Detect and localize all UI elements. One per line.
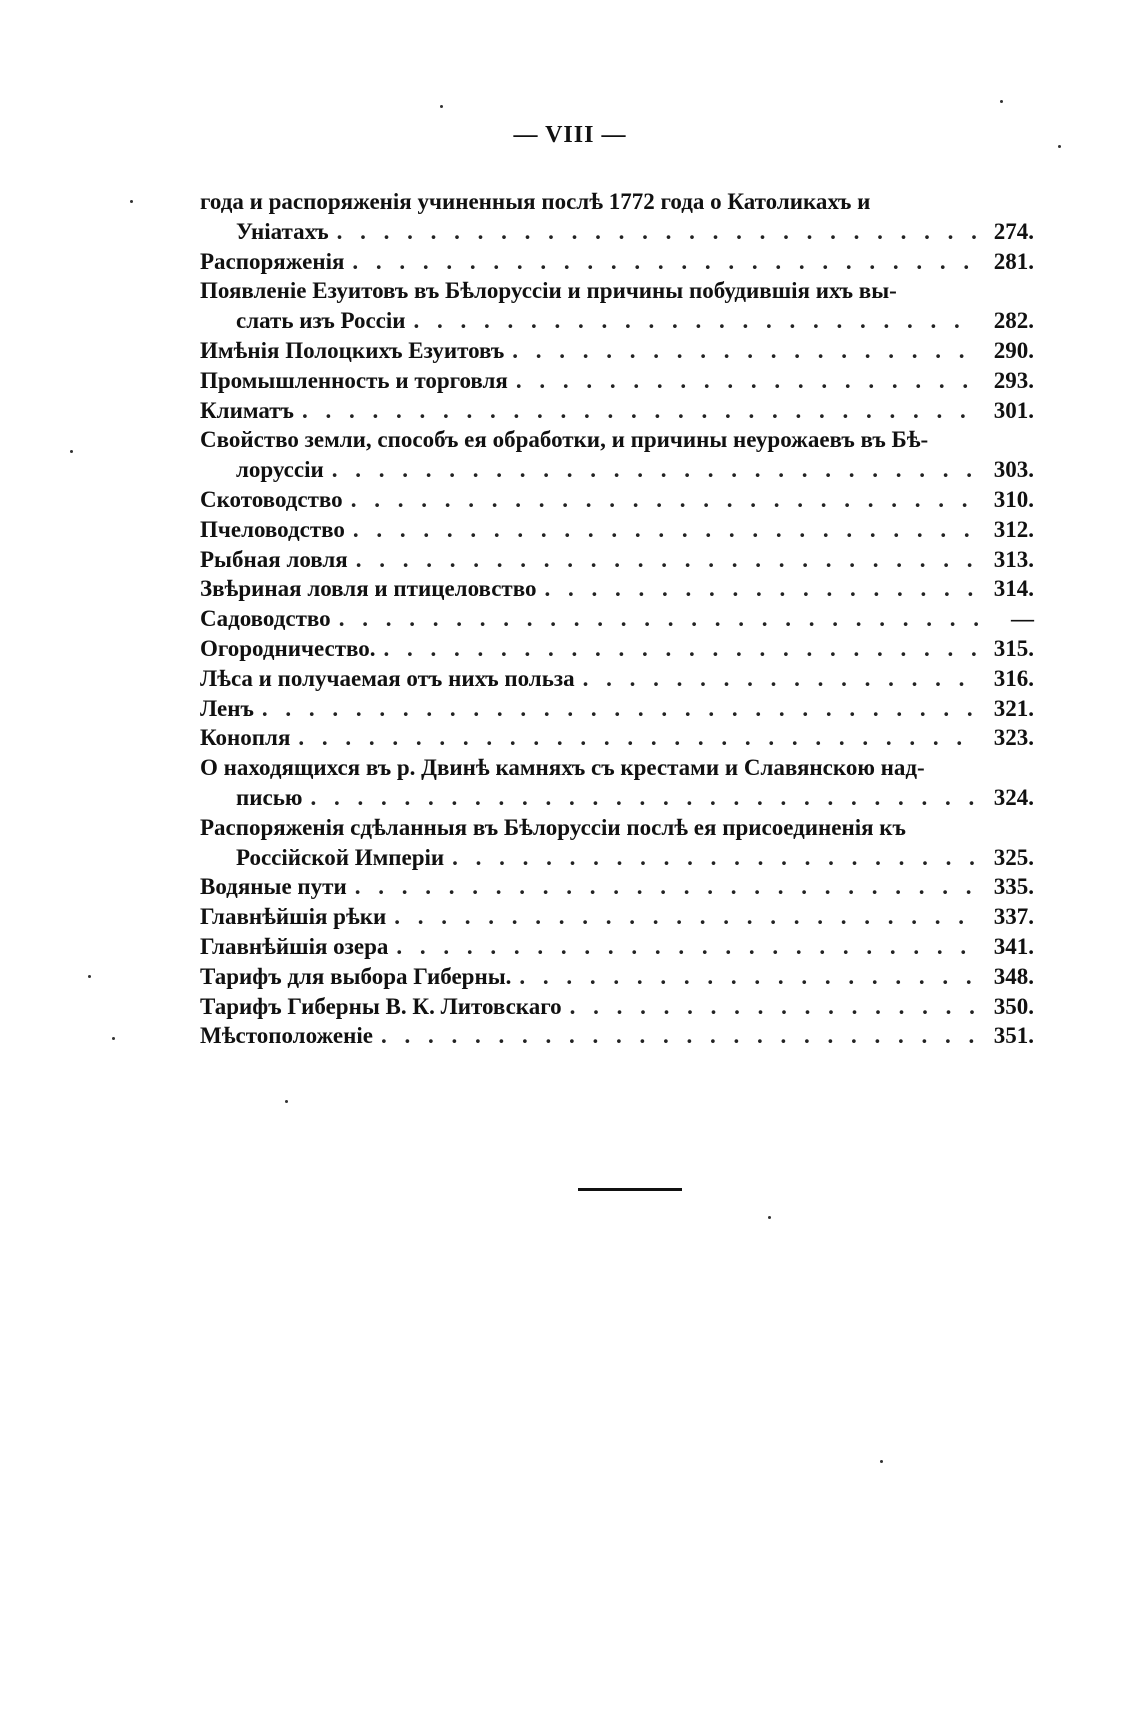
toc-line [200, 425, 1034, 455]
toc-line [200, 872, 1034, 902]
toc-entry-title: Свойство земли, способъ ея обработки, и причины неурожаевъ въ Бѣ- [200, 427, 929, 453]
dot-leader [332, 455, 978, 485]
toc-line [200, 455, 1034, 485]
speck [1058, 145, 1061, 148]
toc-line [200, 634, 1034, 664]
dot-leader [512, 336, 978, 366]
speck [880, 1460, 883, 1463]
dot-leader [356, 545, 978, 575]
speck [1000, 100, 1003, 103]
toc-page-number: 313. [993, 546, 1034, 572]
dot-leader [310, 783, 978, 813]
toc-entry-title: года и распоряженія учиненныя послѣ 1772 года о Католикахъ и [200, 189, 871, 214]
toc-entry-title: Имѣнія Полоцкихъ Езуитовъ [200, 337, 505, 363]
toc-entry-title: Уніатахъ [236, 218, 329, 244]
toc-page-number: 325. [993, 844, 1034, 870]
toc-line [200, 723, 1034, 753]
toc-entry-title: Появленіе Езуитовъ въ Бѣлоруссіи и причины побудившія ихъ вы- [200, 278, 897, 304]
dot-leader [519, 962, 978, 992]
toc-line [200, 366, 1034, 396]
toc-line [200, 813, 1034, 843]
toc-page-number: — [1011, 606, 1034, 632]
toc-entry-title: Тарифъ Гиберны В. К. Литовскаго [200, 993, 562, 1019]
toc-page-number: 303. [993, 457, 1034, 483]
toc-line [200, 485, 1034, 515]
toc-page-number: 282. [993, 308, 1034, 334]
dot-leader [262, 694, 978, 724]
toc-line [200, 664, 1034, 694]
dot-leader [394, 902, 978, 932]
toc-entry-title: Промышленность и торговля [200, 367, 508, 393]
toc-entry-title: Распоряженія сдѣланныя въ Бѣлоруссіи послѣ ея присоединенія къ [200, 814, 906, 840]
toc-page-number: 314. [993, 576, 1034, 602]
toc-page-number: 281. [993, 248, 1034, 274]
toc-line [200, 992, 1034, 1022]
toc-line [200, 217, 1034, 247]
toc-line [200, 604, 1034, 634]
toc-line [200, 187, 1034, 217]
speck [768, 1216, 771, 1219]
toc-line [200, 336, 1034, 366]
dot-leader [414, 306, 978, 336]
toc-entry-title: писью [236, 784, 303, 810]
toc-page-number: 293. [993, 367, 1034, 393]
toc-page-number: 321. [993, 695, 1034, 721]
toc-entry-title: Мѣстоположеніе [200, 1023, 373, 1049]
speck [440, 105, 443, 108]
toc-entry-title: Скотоводство [200, 486, 343, 512]
toc-entry-title: Распоряженія [200, 248, 345, 274]
dot-leader [570, 992, 978, 1022]
toc-page-number: 316. [993, 665, 1034, 691]
closing-rule [578, 1188, 682, 1191]
toc-page-number: 301. [993, 397, 1034, 423]
speck [70, 450, 73, 453]
toc-page-number: 312. [993, 516, 1034, 542]
toc-line [200, 1021, 1034, 1051]
table-of-contents [200, 187, 1034, 1051]
toc-entry-title: Водяные пути [200, 874, 347, 900]
toc-page-number: 348. [993, 963, 1034, 989]
speck [88, 975, 91, 978]
toc-line [200, 306, 1034, 336]
dot-leader [339, 604, 978, 634]
toc-line [200, 962, 1034, 992]
toc-line [200, 932, 1034, 962]
toc-entry-title: Садоводство [200, 606, 331, 632]
dot-leader [337, 217, 978, 247]
toc-entry-title: Огородничество. [200, 635, 376, 661]
dot-leader [355, 872, 978, 902]
toc-line [200, 783, 1034, 813]
toc-page-number: 341. [993, 933, 1034, 959]
toc-entry-title: Конопля [200, 725, 291, 751]
page-number: — VIII — [513, 122, 627, 148]
toc-entry-title: слать изъ Россіи [236, 308, 406, 334]
toc-page-number: 323. [993, 725, 1034, 751]
toc-line [200, 515, 1034, 545]
speck [130, 200, 133, 203]
dot-leader [298, 723, 978, 753]
dot-leader [396, 932, 978, 962]
toc-page-number: 350. [993, 993, 1034, 1019]
dot-leader [384, 634, 978, 664]
toc-line [200, 843, 1034, 873]
toc-entry-title: Климатъ [200, 397, 294, 423]
dot-leader [352, 247, 978, 277]
toc-page-number: 315. [993, 635, 1034, 661]
toc-line [200, 276, 1034, 306]
toc-entry-title: Рыбная ловля [200, 546, 348, 572]
toc-line [200, 247, 1034, 277]
toc-line [200, 545, 1034, 575]
dot-leader [302, 396, 978, 426]
toc-page-number: 351. [993, 1023, 1034, 1049]
dot-leader [516, 366, 978, 396]
dot-leader [381, 1021, 978, 1051]
toc-line [200, 694, 1034, 724]
toc-entry-title: Звѣриная ловля и птицеловство [200, 576, 537, 602]
toc-page-number: 310. [993, 486, 1034, 512]
toc-line [200, 396, 1034, 426]
toc-entry-title: Ленъ [200, 695, 254, 721]
toc-page-number: 274. [993, 218, 1034, 244]
toc-page-number: 290. [993, 337, 1034, 363]
toc-line [200, 902, 1034, 932]
speck [285, 1100, 288, 1103]
speck [112, 1037, 115, 1040]
toc-entry-title: Главнѣйшія рѣки [200, 904, 387, 930]
dot-leader [351, 485, 978, 515]
toc-page-number: 335. [993, 874, 1034, 900]
toc-entry-title: Главнѣйшія озера [200, 933, 389, 959]
dot-leader [583, 664, 978, 694]
toc-entry-title: Россійской Имперіи [236, 844, 445, 870]
toc-line [200, 574, 1034, 604]
toc-entry-title: лоруссіи [236, 457, 324, 483]
dot-leader [452, 843, 978, 873]
toc-entry-title: Лѣса и получаемая отъ нихъ польза [200, 665, 575, 691]
dot-leader [353, 515, 978, 545]
toc-page-number: 324. [993, 784, 1034, 810]
toc-line [200, 753, 1034, 783]
dot-leader [544, 574, 978, 604]
toc-entry-title: Тарифъ для выбора Гиберны. [200, 963, 512, 989]
toc-page-number: 337. [993, 904, 1034, 930]
toc-entry-title: О находящихся въ р. Двинѣ камняхъ съ крестами и Славянскою над- [200, 755, 925, 781]
toc-entry-title: Пчеловодство [200, 516, 345, 542]
